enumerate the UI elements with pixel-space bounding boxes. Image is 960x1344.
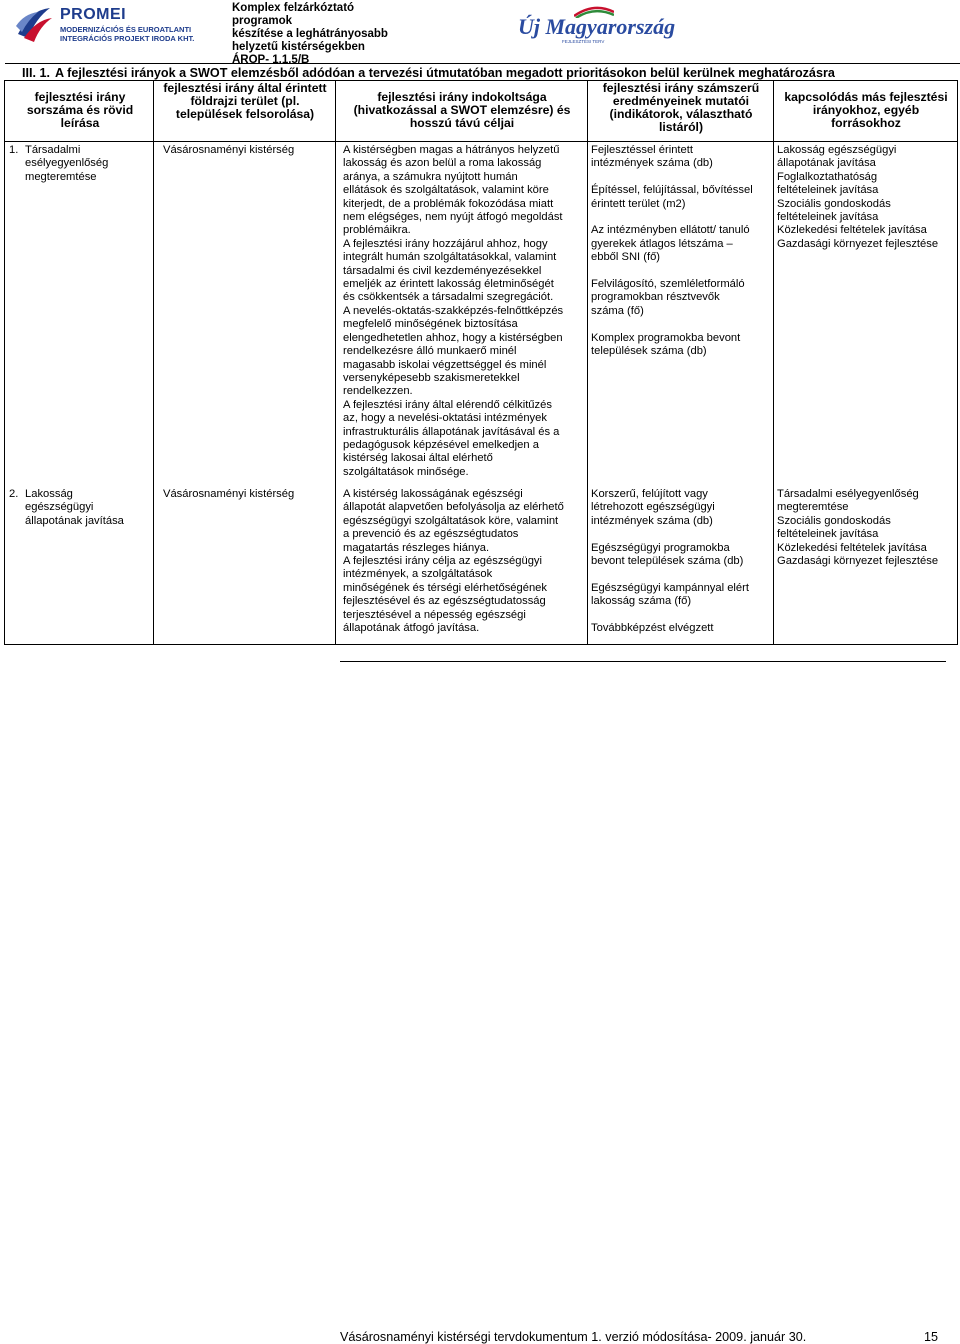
row-1-links: Lakosság egészségügyi állapotának javítása Foglalkoztathatóság feltételeinek javítása Szociális gondoskodás feltételeinek javítása Közlekedési feltételek javítása Gazdasági környezet fejlesztése (777, 144, 939, 250)
row-1-area: Vásárosnaményi kistérség (163, 144, 295, 156)
uj-magyarorszag-logo-subtitle: FEJLESZTÉSI TERV (562, 39, 605, 44)
development-directions-table (4, 80, 958, 645)
column-divider (153, 81, 154, 644)
header-justification: fejlesztési irány indokoltsága (hivatkozással a SWOT elemzésre) és hosszú távú céljai (353, 90, 571, 130)
promei-logo-name: PROMEI (60, 6, 127, 23)
row-2-links: Társadalmi esélyegyenlőség megteremtése Szociális gondoskodás feltételeinek javítása Közlekedési feltételek javítása Gazdasági környezet fejlesztése (777, 488, 939, 568)
header-title: Komplex felzárkóztató programok készítése a leghátrányosabb helyzetű kistérségekben ÁROP- 1.1.5/B (232, 2, 388, 66)
section-title-text: A fejlesztési irányok a SWOT elemzésből adódóan a tervezési útmutatóban megadott prioritásokon belül kerülnek meghatározásra (55, 66, 835, 80)
page-number: 15 (924, 1330, 939, 1344)
header-row-divider (5, 141, 957, 142)
row-1-direction: 1. Társadalmi esélyegyenlőség megteremtése (9, 144, 109, 183)
column-divider (587, 81, 588, 644)
row-1-justification: A kistérségben magas a hátrányos helyzetű lakosság és azon belül a roma lakosság aránya, a számukra nyújtott humán ellátások és szolgáltatások, valamint köre kiterjedt, de a problémák fokozódása miatt nem elégséges, nem nyújt átfogó megoldást problémáikra. A fejlesztési irány hozzájárul ahhoz, hogy integrált humán szolgáltatásokkal, valamint társadalmi és civil kezdeményezésekkel emeljék az érintett lakosság életminőségét és csökkentsék a társadalmi szegregációt. A nevelés-oktatás-szakképzés-felnőttképzés megfelelő minőségének biztosítása elengedhetetlen ahhoz, hogy a kistérségben rendelkezésre álló munkaerő minél magasabb iskolai végzettséggel és minél versenyképesebb szakismeretekkel rendelkezzen. A fejlesztési irány által elérendő célkitűzés az, hogy a nevelési-oktatási intézmények infrastrukturális állapotának javításával és a pedagógusok képzésével emelkedjen a kistérség lakosai által elérhető szolgáltatások minősége. (343, 144, 564, 478)
row-2-number: 2. (9, 488, 19, 500)
row-1-number: 1. (9, 144, 19, 156)
row-2-direction: 2. Lakosság egészségügyi állapotának javítása (9, 488, 124, 527)
row-2-justification: A kistérség lakosságának egészségi állapotát alapvetően befolyásolja az elérhető egészségügyi szolgáltatások köre, valamint a prevenció és az egészségtudatos magatartás részleges hiánya. A fejlesztési irány célja az egészségügyi intézmények, a szolgáltatások minőségének és térségi elérhetőségének fejlesztésével és az egészségtudatosság terjesztésével a népesség egészségi állapotának átfogó javítása. (343, 488, 564, 635)
header-area: fejlesztési irány által érintett földrajzi terület (pl. települések felsorolása) (163, 81, 327, 121)
header-links: kapcsolódás más fejlesztési irányokhoz, egyéb forrásokhoz (784, 90, 948, 130)
row-2-indicators: Korszerű, felújított vagy létrehozott egészségügyi intézmények száma (db) Egészségügyi programokba bevont települések száma (db) Egészségügyi kampánnyal elért lakosság száma (fő) Továbbképzést elvégzett (591, 488, 749, 635)
column-divider (773, 81, 774, 644)
header-direction: fejlesztési irány sorszáma és rövid leírása (26, 90, 134, 130)
header-divider (5, 63, 960, 64)
section-number: III. 1. (22, 66, 50, 80)
uj-magyarorszag-logo (518, 6, 676, 44)
row-1-indicators: Fejlesztéssel érintett intézmények száma (db) Építéssel, felújítással, bővítéssel érintett terület (m2) Az intézményben ellátott/ tanuló gyerekek átlagos létszáma – ebből SNI (fő) Felvilágosító, szemléletformáló programokban résztvevők száma (fő) Komplex programokba bevont települések száma (db) (591, 144, 753, 358)
row-2-area: Vásárosnaményi kistérség (163, 488, 295, 500)
uj-magyarorszag-logo-name: Új Magyarország (518, 14, 676, 39)
promei-logo-icon (14, 4, 54, 44)
header-indicators: fejlesztési irány számszerű eredményeinek mutatói (indikátorok, választható listáról) (602, 81, 760, 134)
section-title (22, 66, 835, 80)
footer-divider (340, 661, 946, 662)
promei-logo (14, 4, 195, 44)
page-header (0, 0, 960, 66)
promei-logo-subtitle: MODERNIZÁCIÓS ÉS EUROATLANTI INTEGRÁCIÓS PROJEKT IRODA KHT. (60, 25, 195, 43)
column-divider (335, 81, 336, 644)
footer-text: Vásárosnaményi kistérségi tervdokumentum 1. verzió módosítása- 2009. január 30. (340, 1330, 807, 1344)
